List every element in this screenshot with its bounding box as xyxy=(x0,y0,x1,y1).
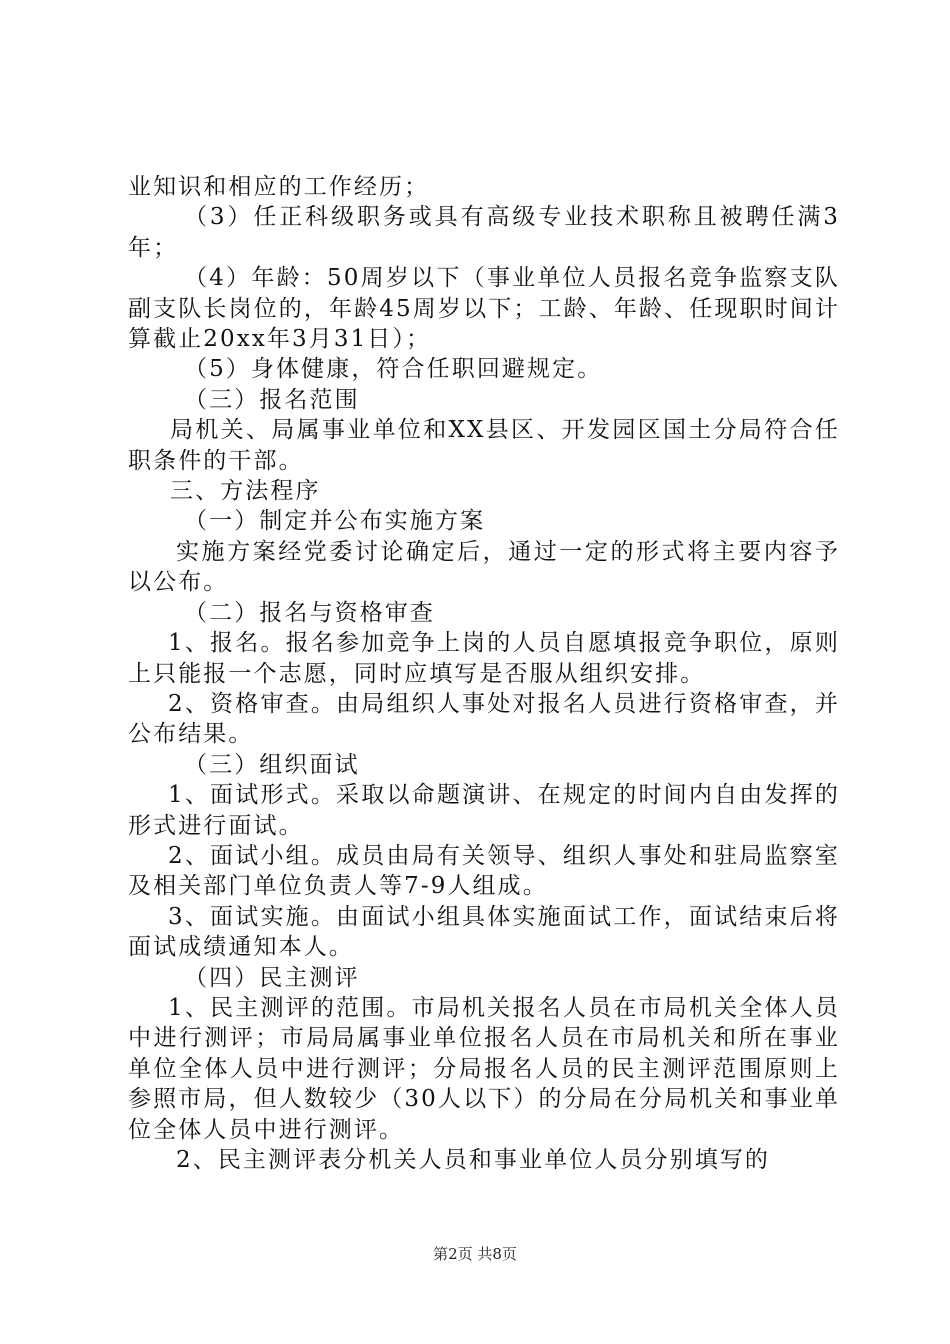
heading-methods-procedures: 三、方法程序 xyxy=(170,478,321,505)
paragraph-condition-5: （5）身体健康，符合任职回避规定。 xyxy=(184,356,603,383)
heading-interview: （三）组织面试 xyxy=(184,751,360,778)
heading-democratic-evaluation: （四）民主测评 xyxy=(184,964,360,991)
paragraph-evaluation-form: 2、民主测评表分机关人员和事业单位人员分别填写的 xyxy=(176,1147,771,1173)
heading-registration-scope: （三）报名范围 xyxy=(184,386,360,413)
paragraph-interview-panel: 2、面试小组。成员由局有关领导、组织人事处和驻局监察室及相关部门单位负责人等7-9人组成。 xyxy=(128,842,840,900)
document-body xyxy=(128,172,840,1175)
paragraph-interview-implementation: 3、面试实施。由面试小组具体实施面试工作，面试结束后将面试成绩通知本人。 xyxy=(128,903,840,961)
paragraph-condition-4: （4）年龄：50周岁以下（事业单位人员报名竞争监察支队副支队长岗位的，年龄45周岁以下；工龄、年龄、任现职时间计算截止20xx年3月31日）； xyxy=(128,265,840,353)
heading-publish-plan: （一）制定并公布实施方案 xyxy=(184,508,486,535)
paragraph-registration: 1、报名。报名参加竞争上岗的人员自愿填报竞争职位，原则上只能报一个志愿，同时应填写是否服从组织安排。 xyxy=(128,630,840,687)
paragraph-work-experience: 业知识和相应的工作经历； xyxy=(128,174,430,200)
paragraph-evaluation-scope: 1、民主测评的范围。市局机关报名人员在市局机关全体人员中进行测评；市局局属事业单位报名人员在市局机关和所在事业单位全体人员中进行测评；分局报名人员的民主测评范围原则上参照市局，但人数较少（30人以下）的分局在分局机关和事业单位全体人员中进行测评。 xyxy=(128,994,840,1143)
paragraph-qualification-review: 2、资格审查。由局组织人事处对报名人员进行资格审查，并公布结果。 xyxy=(128,690,840,748)
page-number-footer: 第2页 共8页 xyxy=(433,1245,517,1263)
paragraph-registration-scope: 局机关、局属事业单位和XX县区、开发园区国土分局符合任职条件的干部。 xyxy=(128,417,840,474)
paragraph-condition-3: （3）任正科级职务或具有高级专业技术职称且被聘任满3年； xyxy=(128,204,840,261)
paragraph-interview-format: 1、面试形式。采取以命题演讲、在规定的时间内自由发挥的形式进行面试。 xyxy=(128,782,840,839)
paragraph-publish-plan: 实施方案经党委讨论确定后，通过一定的形式将主要内容予以公布。 xyxy=(128,538,840,596)
heading-registration-review: （二）报名与资格审查 xyxy=(184,599,435,626)
